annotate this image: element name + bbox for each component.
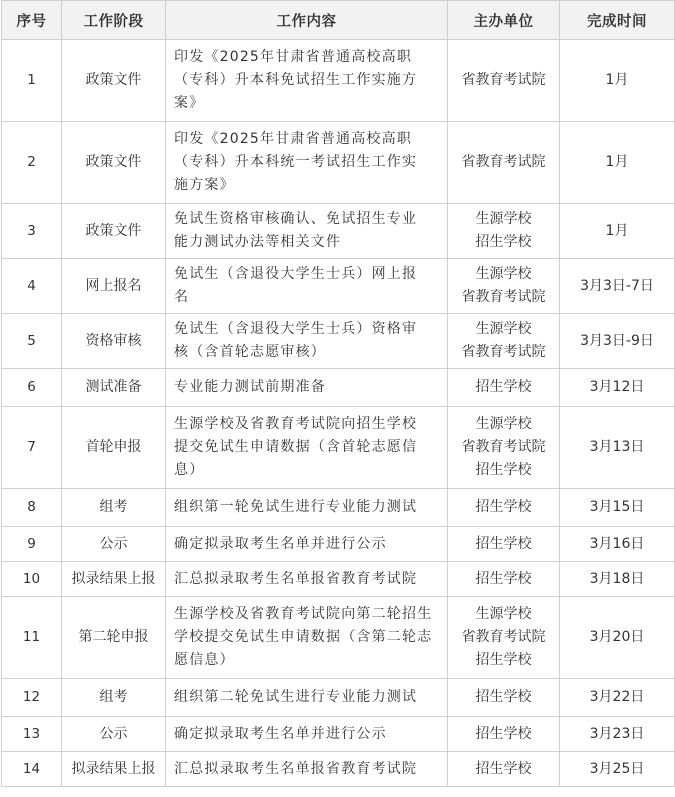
unit-line: 招生学校 — [475, 462, 532, 478]
row-content — [166, 717, 448, 752]
row-number: 8 — [2, 489, 62, 527]
table-row — [2, 679, 675, 717]
row-content — [166, 369, 448, 407]
header-time: 完成时间 — [560, 1, 675, 40]
content-line: 能力测试办法等相关文件 — [174, 234, 342, 250]
row-number: 5 — [2, 314, 62, 369]
table-row — [2, 562, 675, 597]
row-units — [448, 407, 560, 489]
table-row — [2, 40, 675, 122]
row-number: 3 — [2, 204, 62, 259]
row-number: 6 — [2, 369, 62, 407]
row-time: 3月20日 — [560, 597, 675, 679]
row-time: 3月3日-7日 — [560, 259, 675, 314]
row-content — [166, 752, 448, 787]
content-line: 愿信息） — [174, 652, 235, 668]
content-line: 汇总拟录取考生名单报省教育考试院 — [174, 760, 418, 777]
row-time: 1月 — [560, 122, 675, 204]
row-number: 11 — [2, 597, 62, 679]
row-content — [166, 122, 448, 204]
row-number: 9 — [2, 527, 62, 562]
unit-line: 招生学校 — [475, 535, 532, 552]
row-content — [166, 314, 448, 369]
row-units — [448, 40, 560, 122]
header-content: 工作内容 — [166, 1, 448, 40]
unit-line: 省教育考试院 — [461, 439, 546, 455]
row-units — [448, 314, 560, 369]
row-stage: 第二轮申报 — [62, 597, 166, 679]
header-no: 序号 — [2, 1, 62, 40]
content-line: 提交免试生申请数据（含首轮志愿信 — [174, 439, 418, 455]
content-line: 生源学校及省教育考试院向招生学校 — [174, 416, 418, 432]
unit-line: 省教育考试院 — [461, 154, 546, 170]
row-number: 12 — [2, 679, 62, 717]
row-time: 3月18日 — [560, 562, 675, 597]
content-line: 免试生资格审核确认、免试招生专业 — [174, 211, 418, 227]
row-content — [166, 679, 448, 717]
row-units — [448, 752, 560, 787]
row-number: 1 — [2, 40, 62, 122]
table-row — [2, 122, 675, 204]
row-stage: 组考 — [62, 679, 166, 717]
table-row — [2, 204, 675, 259]
row-stage: 政策文件 — [62, 40, 166, 122]
row-content — [166, 204, 448, 259]
row-content — [166, 259, 448, 314]
row-content — [166, 597, 448, 679]
table-header-row — [2, 1, 675, 40]
content-line: 印发《2025年甘肃省普通高校高职 — [174, 49, 413, 65]
content-line: （专科）升本科统一考试招生工作实 — [174, 154, 418, 170]
row-time: 3月22日 — [560, 679, 675, 717]
content-line: 汇总拟录取考生名单报省教育考试院 — [174, 570, 418, 587]
row-units — [448, 489, 560, 527]
row-stage: 政策文件 — [62, 122, 166, 204]
content-line: 确定拟录取考生名单并进行公示 — [174, 535, 387, 552]
unit-line: 省教育考试院 — [461, 344, 546, 360]
row-number: 10 — [2, 562, 62, 597]
row-units — [448, 679, 560, 717]
row-units — [448, 562, 560, 597]
row-number: 14 — [2, 752, 62, 787]
table-row — [2, 314, 675, 369]
unit-line: 招生学校 — [475, 689, 532, 705]
unit-line: 招生学校 — [475, 379, 532, 395]
table-row — [2, 489, 675, 527]
row-time: 3月13日 — [560, 407, 675, 489]
content-line: 专业能力测试前期准备 — [174, 379, 326, 395]
row-stage: 网上报名 — [62, 259, 166, 314]
content-line: 息） — [174, 462, 205, 478]
unit-line: 省教育考试院 — [461, 289, 546, 305]
row-units — [448, 259, 560, 314]
content-line: （专科）升本科免试招生工作实施方 — [174, 72, 418, 88]
unit-line: 生源学校 — [475, 606, 532, 622]
schedule-table — [1, 0, 675, 787]
row-time: 3月15日 — [560, 489, 675, 527]
table-row — [2, 597, 675, 679]
table-row — [2, 717, 675, 752]
row-stage: 公示 — [62, 527, 166, 562]
row-content — [166, 40, 448, 122]
unit-line: 生源学校 — [475, 321, 532, 337]
row-time: 3月12日 — [560, 369, 675, 407]
row-units — [448, 597, 560, 679]
unit-line: 招生学校 — [475, 652, 532, 668]
row-number: 7 — [2, 407, 62, 489]
row-stage: 公示 — [62, 717, 166, 752]
content-line: 印发《2025年甘肃省普通高校高职 — [174, 131, 413, 147]
content-line: 免试生（含退役大学生士兵）资格审 — [174, 321, 418, 337]
table-row — [2, 369, 675, 407]
row-content — [166, 489, 448, 527]
row-stage: 拟录结果上报 — [62, 562, 166, 597]
row-stage: 首轮申报 — [62, 407, 166, 489]
content-line: 免试生（含退役大学生士兵）网上报 — [174, 266, 418, 282]
unit-line: 生源学校 — [475, 266, 532, 282]
row-time: 1月 — [560, 204, 675, 259]
table-row — [2, 407, 675, 489]
content-line: 名 — [174, 289, 190, 305]
row-stage: 拟录结果上报 — [62, 752, 166, 787]
row-stage: 组考 — [62, 489, 166, 527]
row-stage: 测试准备 — [62, 369, 166, 407]
unit-line: 省教育考试院 — [461, 629, 546, 645]
unit-line: 生源学校 — [475, 416, 532, 432]
unit-line: 招生学校 — [475, 234, 532, 250]
unit-line: 招生学校 — [475, 725, 532, 742]
content-line: 确定拟录取考生名单并进行公示 — [174, 725, 387, 742]
row-number: 4 — [2, 259, 62, 314]
content-line: 生源学校及省教育考试院向第二轮招生 — [174, 606, 433, 622]
row-number: 2 — [2, 122, 62, 204]
content-line: 组织第一轮免试生进行专业能力测试 — [174, 499, 418, 515]
row-units — [448, 527, 560, 562]
unit-line: 招生学校 — [475, 760, 532, 777]
row-content — [166, 407, 448, 489]
content-line: 案》 — [174, 95, 205, 111]
row-content — [166, 562, 448, 597]
table-body — [2, 40, 675, 787]
table-row — [2, 527, 675, 562]
row-stage: 资格审核 — [62, 314, 166, 369]
row-units — [448, 204, 560, 259]
table-row — [2, 752, 675, 787]
row-units — [448, 717, 560, 752]
row-time: 1月 — [560, 40, 675, 122]
unit-line: 省教育考试院 — [461, 72, 546, 88]
row-units — [448, 369, 560, 407]
row-stage: 政策文件 — [62, 204, 166, 259]
table-row — [2, 259, 675, 314]
row-number: 13 — [2, 717, 62, 752]
row-units — [448, 122, 560, 204]
unit-line: 生源学校 — [475, 211, 532, 227]
row-time: 3月16日 — [560, 527, 675, 562]
row-time: 3月3日-9日 — [560, 314, 675, 369]
row-time: 3月25日 — [560, 752, 675, 787]
content-line: 学校提交免试生申请数据（含第二轮志 — [174, 629, 433, 645]
unit-line: 招生学校 — [475, 499, 532, 515]
content-line: 核（含首轮志愿审核） — [174, 344, 326, 360]
row-content — [166, 527, 448, 562]
row-time: 3月23日 — [560, 717, 675, 752]
header-stage: 工作阶段 — [62, 1, 166, 40]
header-unit: 主办单位 — [448, 1, 560, 40]
unit-line: 招生学校 — [475, 570, 532, 587]
content-line: 施方案》 — [174, 177, 235, 193]
content-line: 组织第二轮免试生进行专业能力测试 — [174, 689, 418, 705]
